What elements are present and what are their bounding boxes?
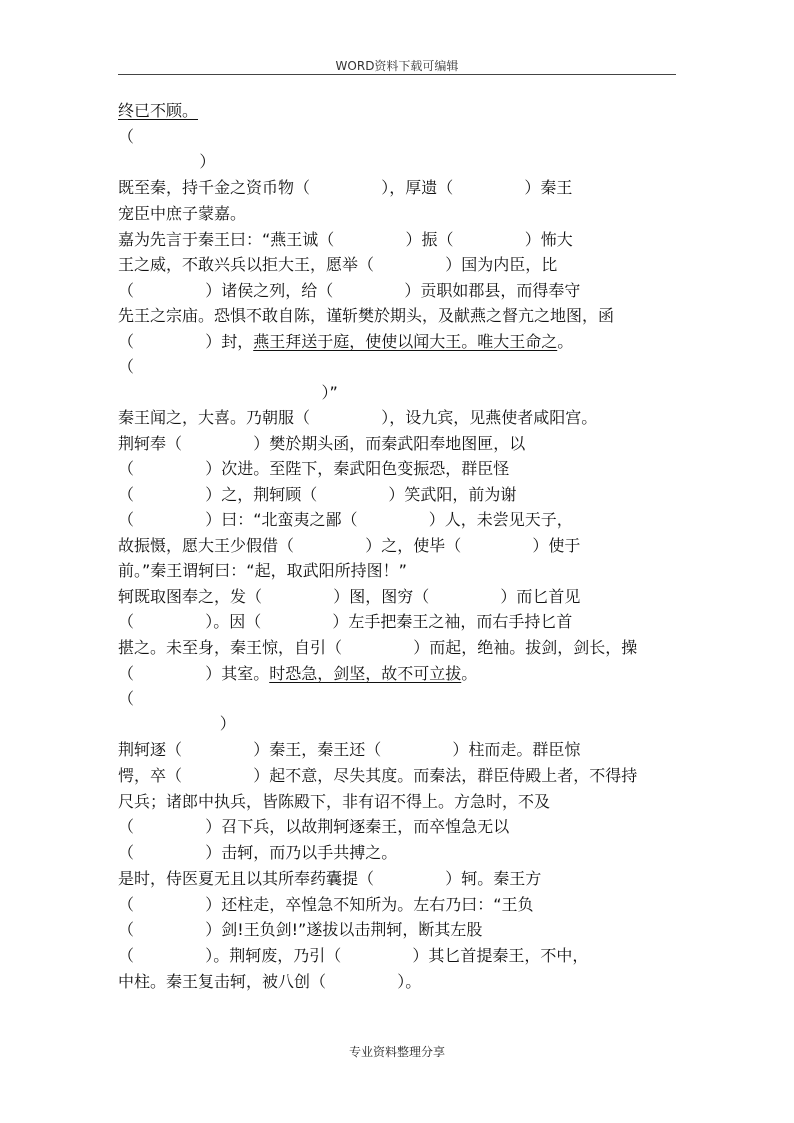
text-segment: ）” xyxy=(118,383,338,402)
text-segment: （ ）。荆轲废，乃引（ ）其匕首提秦王，不中， xyxy=(118,946,589,965)
text-segment: 轲既取图奉之，发（ ）图，图穷（ ）而匕首见 xyxy=(118,587,581,606)
text-segment: （ ）之，荆轲顾（ ）笑武阳，前为谢 xyxy=(118,485,517,504)
text-segment: （ xyxy=(118,127,135,146)
text-line xyxy=(118,459,509,479)
text-segment: 既至秦，持千金之资币物（ ），厚遗（ ）秦王 xyxy=(118,178,573,197)
text-segment: （ xyxy=(118,689,135,708)
text-segment: 王之威，不敢兴兵以拒大王，愿举（ ）国为内臣，比 xyxy=(118,255,558,274)
text-segment: （ ）击轲，而乃以手共搏之。 xyxy=(118,843,398,862)
text-segment: （ xyxy=(118,357,135,376)
text-segment: 尺兵；诸郎中执兵，皆陈殿下，非有诏不得上。方急时，不及 xyxy=(118,792,551,811)
text-line xyxy=(118,536,580,556)
text-segment: （ ）还柱走，卒惶急不知所为。左右乃曰：“王负 xyxy=(118,895,534,914)
text-line xyxy=(118,638,637,658)
text-segment: （ ）其室。 xyxy=(118,664,270,683)
text-line xyxy=(118,255,557,275)
text-line xyxy=(118,408,597,428)
text-line xyxy=(118,689,134,709)
text-line xyxy=(118,587,580,607)
text-segment: 揕之。未至身，秦王惊，自引（ ）而起，绝袖。拔剑，剑长，操 xyxy=(118,638,638,657)
text-line xyxy=(118,204,246,224)
text-segment: 荆轲奉（ ）樊於期头函，而秦武阳奉地图匣，以 xyxy=(118,434,526,453)
underlined-sentence: 燕王拜送于庭，使使以闻大王。唯大王命之 xyxy=(253,332,558,351)
text-line xyxy=(118,152,215,172)
text-segment: 是时，侍医夏无且以其所奉药囊提（ ）轲。秦王方 xyxy=(118,869,542,888)
page-header: WORD资料下载可编辑 xyxy=(335,59,459,73)
text-line xyxy=(118,843,397,863)
text-line xyxy=(118,972,421,992)
text-line xyxy=(118,920,482,940)
text-line xyxy=(118,127,134,147)
text-segment: 先王之宗庙。恐惧不敢自陈，谨斩樊於期头，及献燕之督亢之地图，函 xyxy=(118,306,615,325)
text-line xyxy=(118,510,573,530)
text-segment: 嘉为先言于秦王曰：“燕王诚（ ）振（ ）怖大 xyxy=(118,230,573,249)
text-line xyxy=(118,383,338,403)
text-segment: （ ）次进。至陛下，秦武阳色变振恐，群臣怪 xyxy=(118,459,510,478)
text-line xyxy=(118,101,198,121)
text-segment: 秦王闻之，大喜。乃朝服（ ），设九宾，见燕使者咸阳宫。 xyxy=(118,408,598,427)
text-segment: 。 xyxy=(557,332,574,351)
text-line xyxy=(118,230,573,250)
text-line xyxy=(118,946,588,966)
text-segment: （ ）召下兵，以故荆轲逐秦王，而卒惶急无以 xyxy=(118,817,510,836)
text-segment: 故振慑，愿大王少假借（ ）之，使毕（ ）使于 xyxy=(118,536,581,555)
text-segment: ） xyxy=(118,714,236,733)
text-line xyxy=(118,766,637,786)
text-segment: 荆轲逐（ ）秦王，秦王还（ ）柱而走。群臣惊 xyxy=(118,740,581,759)
text-segment: （ ）。因（ ）左手把秦王之袖，而右手持匕首 xyxy=(118,612,573,631)
text-line xyxy=(118,357,134,377)
text-segment: 愕，卒（ ）起不意，尽失其度。而秦法，群臣侍殿上者，不得持 xyxy=(118,766,638,785)
text-segment: 宠臣中庶子蒙嘉。 xyxy=(118,204,247,223)
text-line xyxy=(118,332,573,352)
text-line xyxy=(118,306,614,326)
underlined-sentence: 时恐急，剑坚，故不可立拔 xyxy=(269,664,462,683)
text-line xyxy=(118,792,550,812)
text-line xyxy=(118,485,516,505)
text-segment: ） xyxy=(118,152,216,171)
text-segment: （ ）曰：“北蛮夷之鄙（ ）人，未尝见天子， xyxy=(118,510,573,529)
text-line xyxy=(118,895,534,915)
text-segment: 中柱。秦王复击轲，被八创（ ）。 xyxy=(118,972,422,991)
text-line xyxy=(118,281,580,301)
text-line xyxy=(118,612,572,632)
text-segment: （ ）封， xyxy=(118,332,254,351)
text-line xyxy=(118,869,541,889)
page-footer: 专业资料整理分享 xyxy=(348,1045,445,1059)
text-segment: 。 xyxy=(461,664,478,683)
header-divider xyxy=(118,74,676,75)
text-line xyxy=(118,434,525,454)
underlined-sentence: 终已不顾。 xyxy=(118,101,199,120)
text-line xyxy=(118,178,572,198)
text-line xyxy=(118,740,580,760)
text-line xyxy=(118,817,509,837)
text-line xyxy=(118,664,477,684)
text-line xyxy=(118,714,236,734)
text-segment: （ ）诸侯之列，给（ ）贡职如郡县，而得奉守 xyxy=(118,281,581,300)
text-line xyxy=(118,561,407,581)
text-segment: （ ）剑!王负剑!”遂拔以击荆轲，断其左股 xyxy=(118,920,483,939)
text-segment: 前。”秦王谓轲曰：“起，取武阳所持图！” xyxy=(118,561,407,580)
